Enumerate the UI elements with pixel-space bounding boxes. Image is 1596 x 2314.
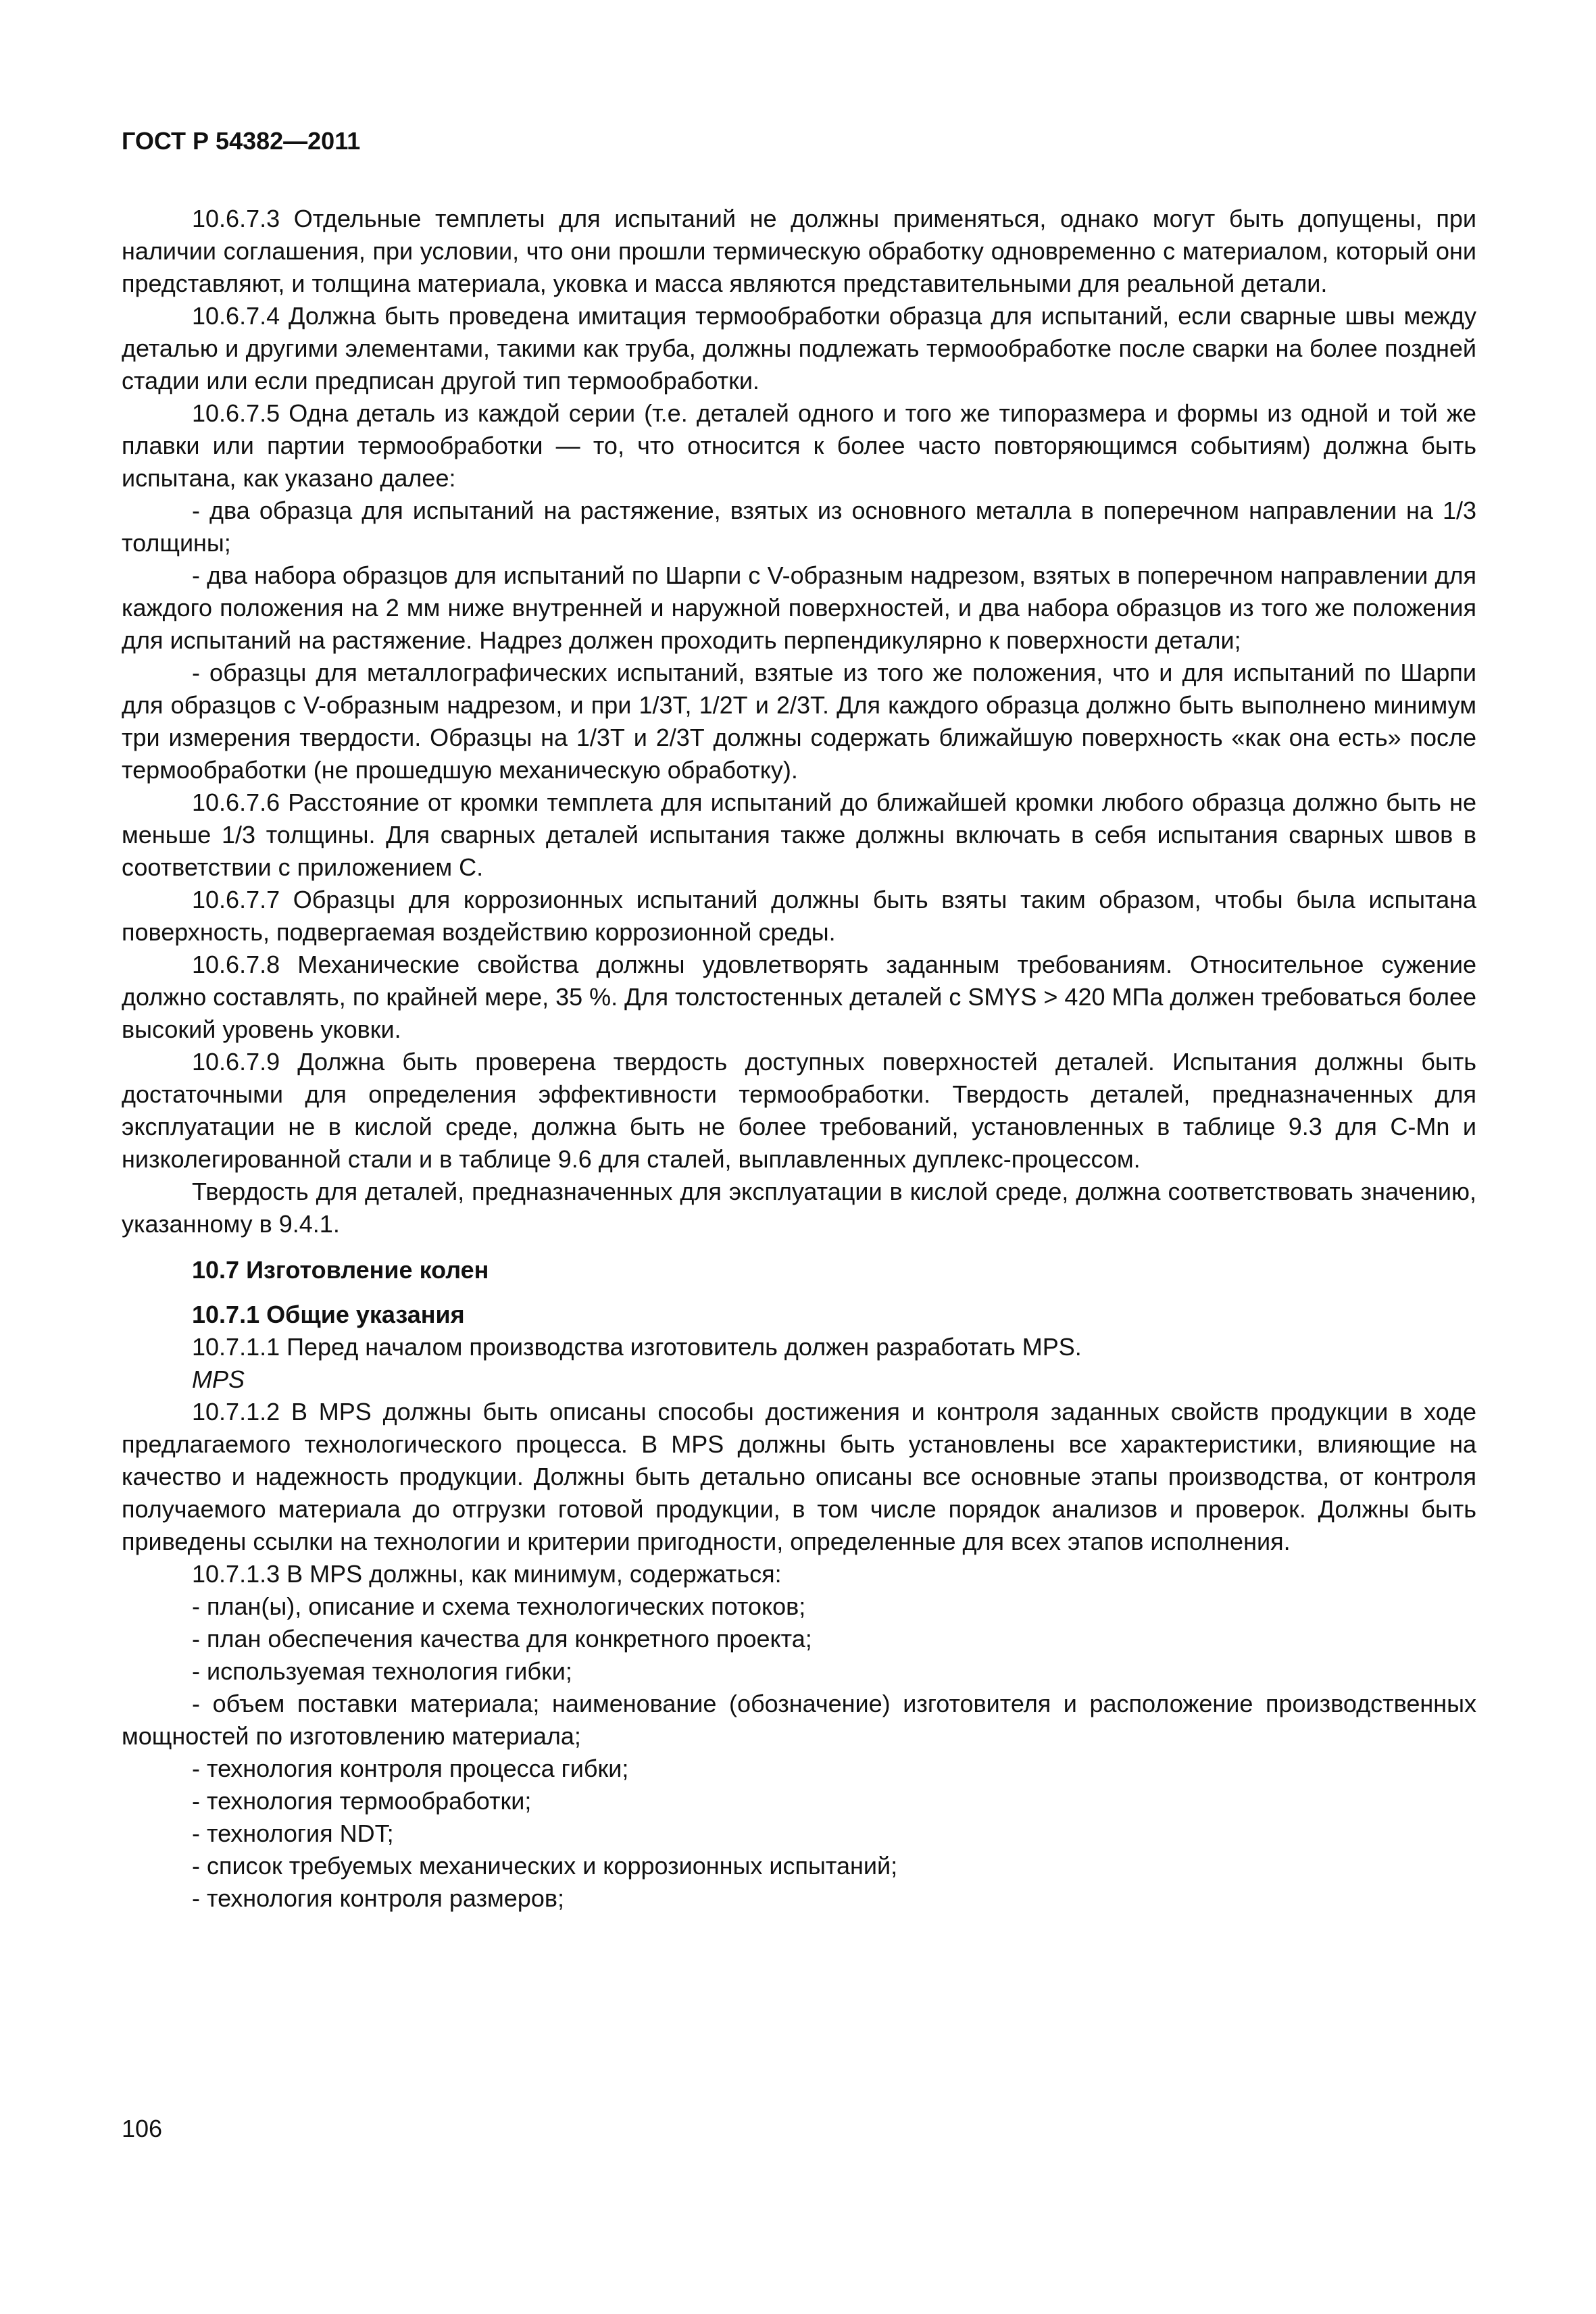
document-body — [122, 203, 1476, 1915]
page-number: 106 — [122, 2115, 163, 2142]
list-item-material-supply: - объем поставки материала; наименование (обозначение) изготовителя и расположение производственных мощностей по изготовлению материала; — [122, 1690, 1476, 1750]
list-item-tensile-specimens: - два образца для испытаний на растяжение, взятых из основного металла в поперечном направлении на 1/3 толщины; — [122, 497, 1476, 557]
list-item-heat-treatment: - технология термообработки; — [192, 1787, 532, 1815]
list-item-plans: - план(ы), описание и схема технологических потоков; — [192, 1592, 806, 1620]
subsection-title-10-7-1: 10.7.1 Общие указания — [192, 1301, 465, 1328]
section-title-10-7: 10.7 Изготовление колен — [192, 1256, 489, 1284]
paragraph-10-6-7-5: 10.6.7.5 Одна деталь из каждой серии (т.е. деталей одного и того же типоразмера и формы из одной и той же плавки или партии термообработки — то, что относится к более часто повторяющимся событиям) должна быть испытана, как указано далее: — [122, 399, 1476, 492]
list-item-ndt: - технология NDT; — [192, 1819, 394, 1847]
mps-label: MPS — [192, 1365, 245, 1393]
paragraph-10-6-7-6: 10.6.7.6 Расстояние от кромки темплета для испытаний до ближайшей кромки любого образца должно быть не меньше 1/3 толщины. Для сварных деталей испытания также должны включать в себя испытания сварных швов в соответствии с приложением С. — [122, 788, 1476, 881]
list-item-metallographic-specimens: - образцы для металлографических испытаний, взятые из того же положения, что и для испытаний по Шарпи для образцов с V-образным надрезом, и при 1/3Т, 1/2Т и 2/3Т. Для каждого образца должно быть выполнено минимум три измерения твердости. Образцы на 1/3Т и 2/3Т должны содержать ближайшую поверхность «как она есть» после термообработки (не прошедшую механическую обработку). — [122, 659, 1476, 784]
paragraph-sour-service-hardness: Твердость для деталей, предназначенных для эксплуатации в кислой среде, должна соответствовать значению, указанному в 9.4.1. — [122, 1178, 1476, 1238]
paragraph-10-6-7-3: 10.6.7.3 Отдельные темплеты для испытаний не должны применяться, однако могут быть допущены, при наличии соглашения, при условии, что они прошли термическую обработку одновременно с материалом, который они представляют, и толщина материала, уковка и масса являются представительными для реальной детали. — [122, 205, 1476, 297]
paragraph-10-7-1-2: 10.7.1.2 В MPS должны быть описаны способы достижения и контроля заданных свойств продукции в ходе предлагаемого технологического процесса. В MPS должны быть установлены все характеристики, влияющие на качество и надежность продукции. Должны быть детально описаны все основные этапы производства, от контроля получаемого материала до отгрузки готовой продукции, в том числе порядок анализов и проверок. Должны быть приведены ссылки на технологии и критерии пригодности, определенные для всех этапов исполнения. — [122, 1398, 1476, 1555]
list-item-quality-plan: - план обеспечения качества для конкретного проекта; — [192, 1625, 812, 1653]
paragraph-10-6-7-4: 10.6.7.4 Должна быть проведена имитация термообработки образца для испытаний, если сварные швы между деталью и другими элементами, такими как труба, должны подлежать термообработке после сварки на более поздней стадии или если предписан другой тип термообработки. — [122, 302, 1476, 395]
paragraph-10-7-1-3: 10.7.1.3 В MPS должны, как минимум, содержаться: — [192, 1560, 782, 1588]
paragraph-10-7-1-1: 10.7.1.1 Перед началом производства изготовитель должен разработать MPS. — [192, 1333, 1082, 1361]
paragraph-10-6-7-8: 10.6.7.8 Механические свойства должны удовлетворять заданным требованиям. Относительное сужение должно составлять, по крайней мере, 35 %. Для толстостенных деталей с SMYS > 420 МПа должен требоваться более высокий уровень уковки. — [122, 951, 1476, 1043]
list-item-tests: - список требуемых механических и коррозионных испытаний; — [192, 1852, 898, 1880]
list-item-bending-control: - технология контроля процесса гибки; — [192, 1755, 629, 1782]
paragraph-10-6-7-9: 10.6.7.9 Должна быть проверена твердость доступных поверхностей деталей. Испытания должны быть достаточными для определения эффективности термообработки. Твердость деталей, предназначенных для эксплуатации не в кислой среде, должна быть не более требований, установленных в таблице 9.3 для С-Mn и низколегированной стали и в таблице 9.6 для сталей, выплавленных дуплекс-процессом. — [122, 1048, 1476, 1173]
list-item-bending-technology: - используемая технология гибки; — [192, 1657, 572, 1685]
document-code-header: ГОСТ Р 54382—2011 — [122, 127, 361, 155]
paragraph-10-6-7-7: 10.6.7.7 Образцы для коррозионных испытаний должны быть взяты таким образом, чтобы была испытана поверхность, подвергаемая воздействию коррозионной среды. — [122, 886, 1476, 946]
list-item-charpy-specimens: - два набора образцов для испытаний по Шарпи с V-образным надрезом, взятых в поперечном направлении для каждого положения на 2 мм ниже внутренней и наружной поверхностей, и два набора образцов из того же положения для испытаний на растяжение. Надрез должен проходить перпендикулярно к поверхности детали; — [122, 561, 1476, 654]
list-item-dimension-control: - технология контроля размеров; — [192, 1884, 564, 1912]
